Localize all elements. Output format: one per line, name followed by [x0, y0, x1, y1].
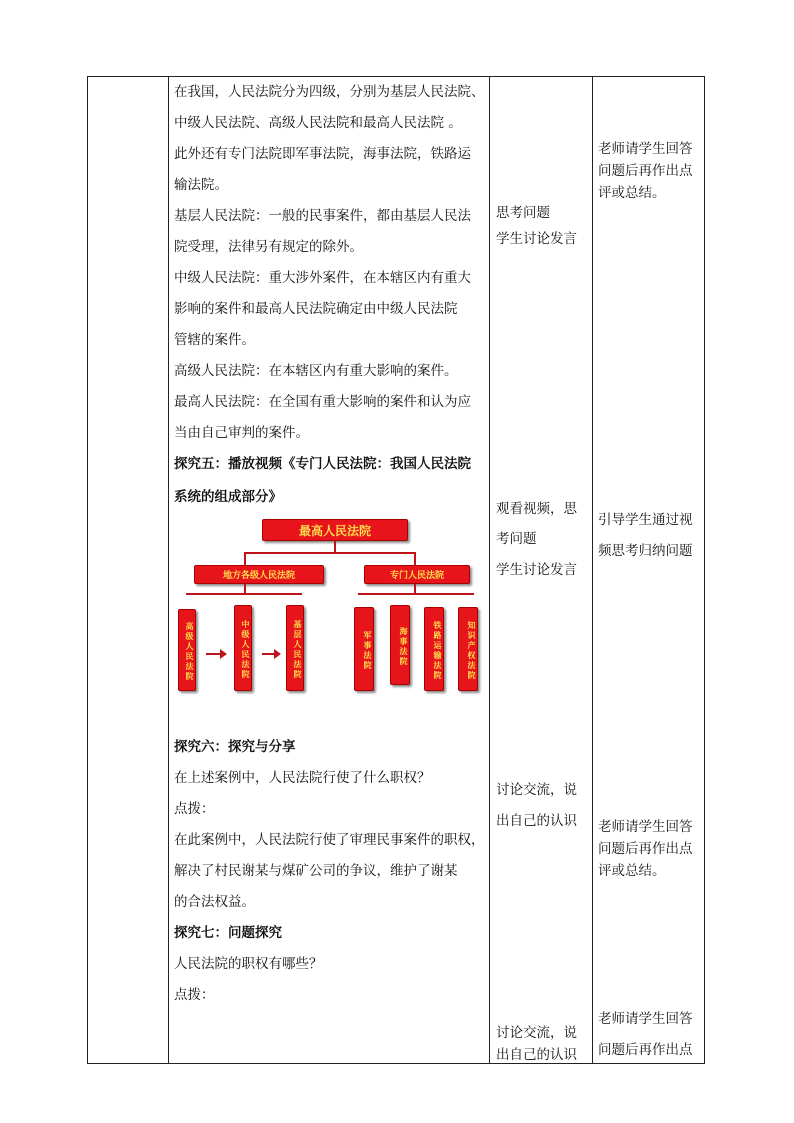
arrow-icon	[262, 653, 276, 655]
teacher-note-text: 问题后再作出点	[598, 841, 693, 857]
student-activity-column	[496, 77, 591, 1063]
paragraph-line: 最高人民法院：在全国有重大影响的案件和认为应	[174, 394, 471, 410]
explore6-answer: 解决了村民谢某与煤矿公司的争议，维护了谢某	[174, 863, 458, 879]
paragraph-line: 中级人民法院、高级人民法院和最高人民法院 。	[174, 115, 462, 131]
explore6-question: 在上述案例中，人民法院行使了什么职权？	[174, 770, 431, 786]
special-courts-box: 专门人民法院	[364, 565, 470, 584]
hint-label: 点拨：	[174, 801, 215, 817]
arrow-icon	[206, 653, 222, 655]
student-activity-text: 思考问题	[496, 205, 550, 221]
hint-label: 点拨：	[174, 987, 215, 1003]
connector-line	[244, 552, 416, 554]
student-activity-text: 学生讨论发言	[496, 562, 577, 578]
paragraph-line: 当由自己审判的案件。	[174, 425, 309, 441]
ip-court-box: 知识产权法院	[458, 607, 478, 691]
content-column	[174, 77, 488, 1063]
connector-line	[244, 552, 246, 565]
explore5-heading: 探究五：播放视频《专门人民法院：我国人民法院	[174, 456, 471, 472]
paragraph-line: 高级人民法院：在本辖区内有重大影响的案件。	[174, 363, 458, 379]
teacher-note-text: 问题后再作出点	[598, 163, 693, 179]
student-activity-text: 出自己的认识	[496, 1047, 577, 1063]
maritime-court-box: 海事法院	[390, 605, 410, 685]
explore6-answer: 的合法权益。	[174, 894, 255, 910]
explore7-question: 人民法院的职权有哪些？	[174, 956, 323, 972]
column-divider	[489, 77, 490, 1063]
teacher-note-text: 引导学生通过视	[598, 512, 693, 528]
column-divider	[168, 77, 169, 1063]
paragraph-line: 基层人民法院：一般的民事案件，都由基层人民法	[174, 208, 471, 224]
student-activity-text: 讨论交流，说	[496, 1025, 577, 1041]
lesson-table	[87, 76, 705, 1064]
student-activity-text: 考问题	[496, 531, 537, 547]
paragraph-line: 在我国，人民法院分为四级，分别为基层人民法院、	[174, 84, 485, 100]
court-system-diagram	[178, 519, 488, 699]
basic-court-box: 基层人民法院	[286, 605, 304, 691]
student-activity-text: 学生讨论发言	[496, 231, 577, 247]
military-court-box: 军事法院	[354, 607, 374, 691]
student-activity-text: 出自己的认识	[496, 813, 577, 829]
paragraph-line: 影响的案件和最高人民法院确定由中级人民法院	[174, 301, 458, 317]
paragraph-line: 此外还有专门法院即军事法院，海事法院，铁路运	[174, 146, 471, 162]
teacher-note-text: 评或总结。	[598, 185, 666, 201]
connector-line	[414, 552, 416, 565]
teacher-note-text: 老师请学生回答	[598, 819, 693, 835]
explore6-heading: 探究六：探究与分享	[174, 739, 296, 755]
local-courts-box: 地方各级人民法院	[194, 565, 324, 584]
explore5-heading: 系统的组成部分》	[174, 489, 282, 505]
teacher-note-text: 问题后再作出点	[598, 1042, 693, 1058]
high-court-box: 高级人民法院	[178, 609, 196, 691]
stage-column	[88, 77, 168, 1063]
explore7-heading: 探究七：问题探究	[174, 925, 282, 941]
paragraph-line: 院受理，法律另有规定的除外。	[174, 239, 363, 255]
intermediate-court-box: 中级人民法院	[234, 605, 252, 691]
student-activity-text: 观看视频，思	[496, 501, 577, 517]
supreme-court-box: 最高人民法院	[262, 519, 408, 541]
explore6-answer: 在此案例中，人民法院行使了审理民事案件的职权，	[174, 832, 485, 848]
paragraph-line: 管辖的案件。	[174, 332, 255, 348]
connector-line	[358, 593, 474, 595]
teacher-note-text: 老师请学生回答	[598, 141, 693, 157]
paragraph-line: 中级人民法院：重大涉外案件，在本辖区内有重大	[174, 270, 471, 286]
teacher-note-text: 老师请学生回答	[598, 1011, 693, 1027]
teacher-notes-column	[598, 77, 704, 1063]
student-activity-text: 讨论交流，说	[496, 782, 577, 798]
teacher-note-text: 频思考归纳问题	[598, 543, 693, 559]
teacher-note-text: 评或总结。	[598, 863, 666, 879]
column-divider	[592, 77, 593, 1063]
paragraph-line: 输法院。	[174, 177, 228, 193]
connector-line	[186, 593, 302, 595]
railway-court-box: 铁路运输法院	[424, 607, 444, 691]
